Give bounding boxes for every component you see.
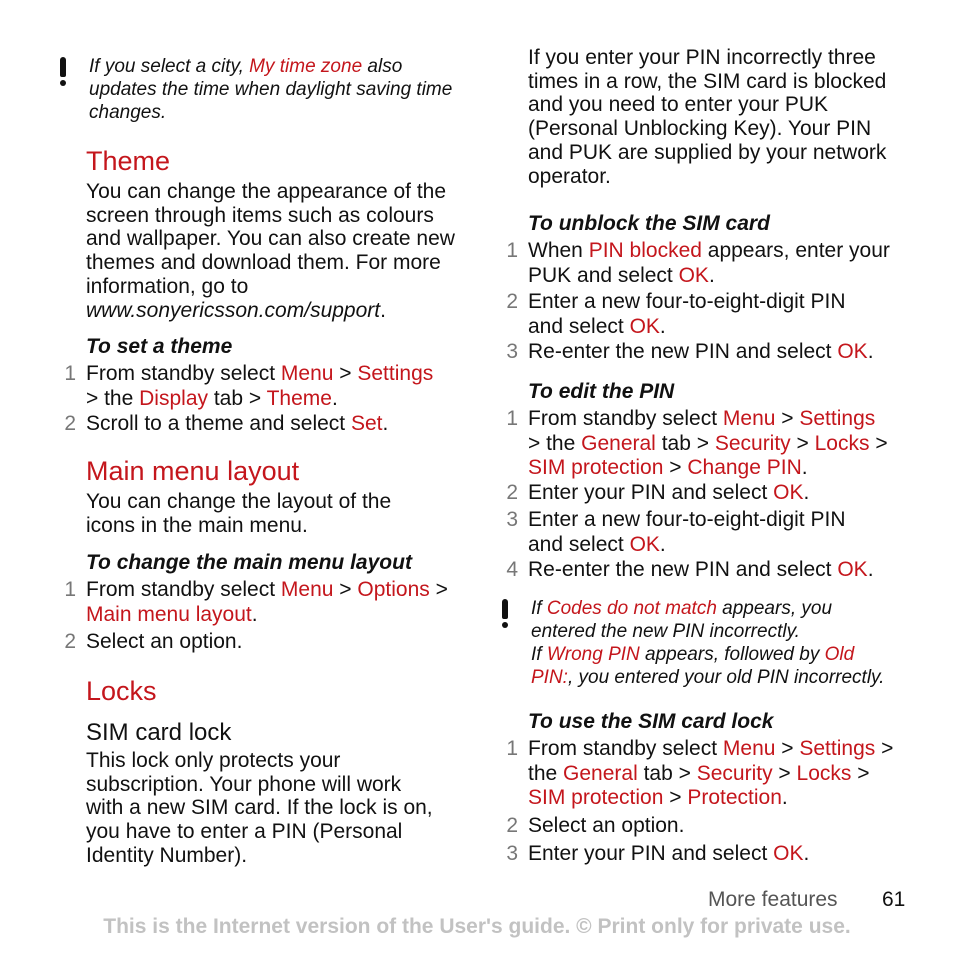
text: > the: [528, 431, 582, 455]
exclamation-icon: [56, 57, 70, 87]
step-number: 1: [64, 362, 76, 385]
step-number: 3: [506, 842, 518, 865]
text: Enter a new four-to-eight-digit PIN: [528, 508, 846, 531]
subheading-unblock-sim: To unblock the SIM card: [528, 212, 770, 235]
menu-term-locks: Locks: [796, 761, 852, 785]
menu-term-general: General: [581, 431, 656, 455]
text: Select an option.: [86, 630, 243, 653]
text: .: [803, 842, 810, 865]
text: entered the new PIN incorrectly.: [531, 621, 800, 642]
text: .: [781, 786, 788, 809]
text: .: [659, 532, 666, 556]
text: , you entered your old PIN incorrectly.: [567, 667, 885, 688]
step-set-theme-1: [64, 362, 471, 411]
separator: >: [775, 407, 800, 430]
separator: >: [333, 362, 358, 385]
text: From standby select: [86, 578, 281, 601]
text: .: [867, 340, 874, 363]
text-line: Identity Number).: [86, 843, 248, 867]
text: Enter your PIN and select: [528, 842, 774, 865]
step-number: 2: [506, 814, 518, 837]
text: tab >: [655, 431, 715, 455]
menu-term-ok: OK: [629, 532, 660, 556]
text-line: This lock only protects your: [86, 749, 341, 772]
note-pin-errors: [531, 597, 951, 689]
separator: >: [663, 786, 688, 809]
menu-term-old-pin: Old: [824, 644, 855, 665]
menu-term-menu: Menu: [280, 362, 334, 385]
menu-term-ok: OK: [629, 314, 660, 338]
text: appears, followed by: [639, 644, 825, 665]
text: > the: [86, 386, 140, 410]
step-edit-4: [506, 558, 948, 583]
text-line: and PUK are supplied by your network: [528, 140, 887, 164]
note-time-zone: [89, 55, 469, 124]
note-text: If you select a city,: [89, 56, 250, 77]
text: .: [382, 412, 389, 435]
step-change-layout-2: [64, 630, 471, 655]
text-line: operator.: [528, 164, 611, 188]
footer-section-title: More features: [708, 888, 838, 911]
menu-term-main-menu-layout: Main menu layout: [86, 602, 252, 626]
heading-main-menu-layout: Main menu layout: [86, 456, 300, 486]
step-edit-1: [506, 407, 948, 481]
step-number: 2: [506, 481, 518, 504]
subheading-change-layout: To change the main menu layout: [86, 551, 412, 574]
text-line: icons in the main menu.: [86, 513, 308, 537]
text: When: [528, 239, 589, 262]
menu-term-settings: Settings: [357, 362, 434, 385]
step-unblock-3: [506, 340, 948, 365]
subheading-set-theme: To set a theme: [86, 335, 233, 358]
text: From standby select: [528, 737, 723, 760]
text: From standby select: [528, 407, 723, 430]
menu-term-ok: OK: [837, 340, 868, 363]
menu-term-ok: OK: [678, 263, 709, 287]
text-line: (Personal Unblocking Key). Your PIN: [528, 117, 872, 141]
step-use-2: [506, 814, 948, 839]
text: Re-enter the new PIN and select: [528, 340, 838, 363]
step-edit-2: [506, 481, 948, 506]
text-line: with a new SIM card. If the lock is on,: [86, 796, 433, 820]
menu-term-menu: Menu: [280, 578, 334, 601]
text: appears, you: [716, 598, 833, 619]
main-menu-body: [86, 490, 471, 537]
separator: >: [869, 431, 888, 455]
menu-term-theme: Theme: [266, 386, 332, 410]
separator: >: [851, 761, 870, 785]
menu-term-ok: OK: [773, 842, 804, 865]
menu-term-old-pin: PIN:: [531, 667, 568, 688]
step-number: 2: [64, 630, 76, 653]
heading-locks: Locks: [86, 676, 157, 706]
menu-term-set: Set: [350, 412, 383, 435]
menu-term-options: Options: [357, 578, 430, 601]
text: tab >: [637, 761, 697, 785]
text: Enter a new four-to-eight-digit PIN: [528, 290, 846, 313]
step-edit-3: [506, 508, 948, 557]
step-number: 3: [506, 508, 518, 531]
step-unblock-1: [506, 239, 948, 288]
text: .: [801, 456, 808, 479]
menu-term-security: Security: [696, 761, 773, 785]
menu-term-wrong-pin: Wrong PIN: [546, 644, 640, 665]
menu-term-menu: Menu: [722, 407, 776, 430]
text: Select an option.: [528, 814, 685, 837]
menu-term-ok: OK: [773, 481, 804, 504]
menu-term-ok: OK: [837, 558, 868, 581]
text-line: times in a row, the SIM card is blocked: [528, 69, 887, 93]
separator: >: [333, 578, 358, 601]
text-line: You can change the appearance of the: [86, 180, 447, 203]
step-use-1: [506, 737, 948, 811]
menu-term-menu: Menu: [722, 737, 776, 760]
text-line: you have to enter a PIN (Personal: [86, 820, 403, 844]
separator: >: [790, 431, 815, 455]
menu-term-pin-blocked: PIN blocked: [588, 239, 702, 262]
menu-term-settings: Settings: [799, 407, 876, 430]
text: .: [659, 314, 666, 338]
menu-term-display: Display: [139, 386, 208, 410]
subheading-use-sim-lock: To use the SIM card lock: [528, 710, 774, 733]
separator: >: [875, 737, 894, 760]
step-number: 2: [506, 290, 518, 313]
theme-body: [86, 180, 471, 322]
text: appears, enter your: [701, 239, 890, 262]
text: PUK and select: [528, 263, 679, 287]
step-use-3: [506, 842, 948, 867]
step-number: 1: [506, 737, 518, 760]
heading-sim-card-lock: SIM card lock: [86, 719, 232, 746]
menu-term-locks: Locks: [814, 431, 870, 455]
text-line: If you enter your PIN incorrectly three: [528, 46, 876, 69]
separator: >: [663, 456, 688, 479]
separator: >: [772, 761, 797, 785]
step-set-theme-2: [64, 412, 471, 437]
text: .: [803, 481, 810, 504]
menu-term-general: General: [563, 761, 638, 785]
separator: >: [775, 737, 800, 760]
text: the: [528, 761, 564, 785]
internet-version-banner: This is the Internet version of the User's guide. © Print only for private use.: [103, 915, 851, 938]
exclamation-icon: [498, 599, 512, 629]
menu-term-codes-do-not-match: Codes do not match: [546, 598, 717, 619]
step-number: 1: [64, 578, 76, 601]
heading-theme: Theme: [86, 146, 171, 176]
menu-term-sim-protection: SIM protection: [528, 456, 664, 479]
step-number: 2: [64, 412, 76, 435]
text: If: [531, 644, 547, 665]
menu-term-my-time-zone: My time zone: [249, 56, 363, 77]
text-line: You can change the layout of the: [86, 490, 392, 513]
menu-term-security: Security: [714, 431, 791, 455]
page-number: 61: [882, 888, 906, 911]
note-text: also updates the time when daylight saving time changes.: [89, 56, 453, 123]
text-line: and wallpaper. You can also create new: [86, 227, 455, 251]
text-line: themes and download them. For more: [86, 251, 441, 275]
text: From standby select: [86, 362, 281, 385]
separator: >: [429, 578, 448, 601]
menu-term-sim-protection: SIM protection: [528, 786, 664, 809]
text-line: information, go to: [86, 274, 249, 298]
text: Enter your PIN and select: [528, 481, 774, 504]
text: tab >: [208, 386, 267, 410]
support-url: www.sonyericsson.com/support: [86, 298, 381, 322]
text: Scroll to a theme and select: [86, 412, 351, 435]
text: Re-enter the new PIN and select: [528, 558, 838, 581]
text: and select: [528, 314, 630, 338]
step-number: 1: [506, 407, 518, 430]
text-line: subscription. Your phone will work: [86, 772, 402, 796]
step-change-layout-1: [64, 578, 471, 627]
pin-intro: [528, 46, 948, 188]
menu-term-change-pin: Change PIN: [687, 456, 802, 479]
menu-term-protection: Protection: [687, 786, 782, 809]
text: .: [380, 298, 386, 322]
step-unblock-2: [506, 290, 948, 339]
step-number: 1: [506, 239, 518, 262]
text: .: [867, 558, 874, 581]
step-number: 3: [506, 340, 518, 363]
text-line: and you need to enter your PUK: [528, 93, 829, 117]
text: If: [531, 598, 547, 619]
text-line: screen through items such as colours: [86, 203, 434, 227]
text: .: [708, 263, 715, 287]
text: .: [331, 386, 338, 410]
text: .: [251, 602, 258, 626]
subheading-edit-pin: To edit the PIN: [528, 380, 675, 403]
sim-lock-body: [86, 749, 471, 868]
text: and select: [528, 532, 630, 556]
menu-term-settings: Settings: [799, 737, 876, 760]
step-number: 4: [506, 558, 518, 581]
